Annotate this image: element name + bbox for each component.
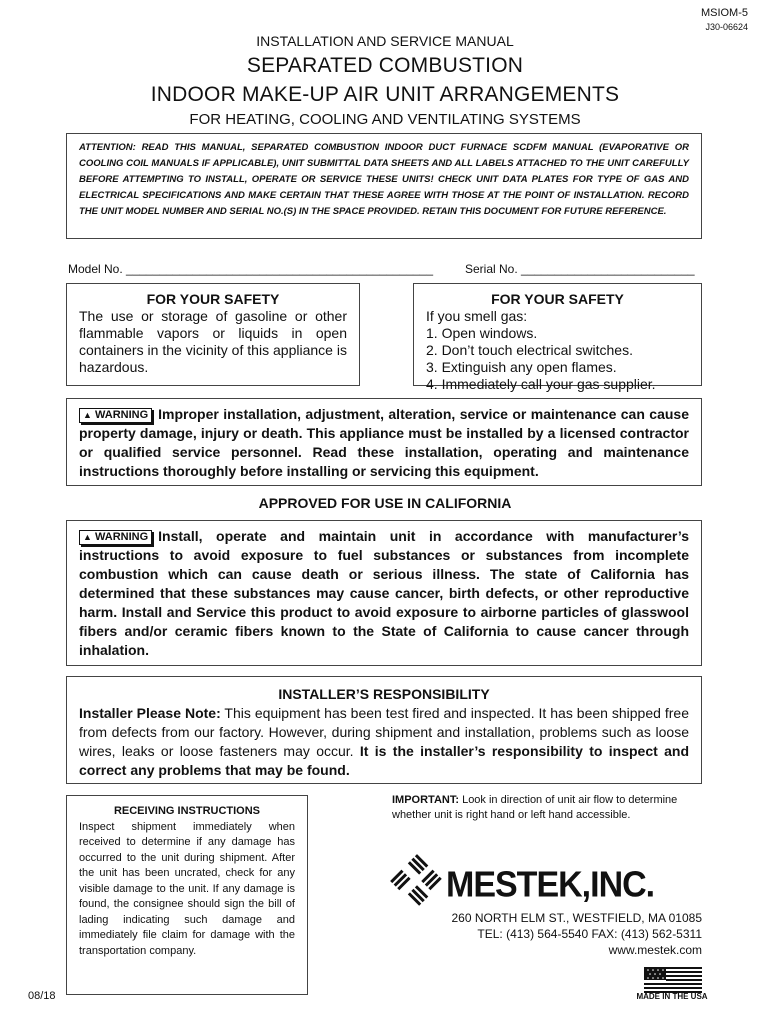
company-address: 260 NORTH ELM ST., WESTFIELD, MA 01085	[451, 911, 702, 925]
installer-responsibility-box	[66, 676, 702, 784]
installer-emphasis: It is the installer’s responsibility to inspect and correct any problems that may be found.	[79, 743, 689, 778]
revision-date: 08/18	[28, 990, 56, 1002]
manual-type: INSTALLATION AND SERVICE MANUAL	[256, 33, 514, 49]
warning-triangle-icon: ▲	[83, 410, 92, 420]
warning-text: Install, operate and maintain unit in accordance with manufacturer’s instructions to avoid exposure to fuel substances or substances from incomplete combustion which can cause death or serious illness. The state of California has determined that these substances may cause cancer, birth defects, or other reproductive harm. Install and Service this product to avoid exposure to airborne particles of glasswool fibers and/or ceramic fibers known to the State of California to cause cancer through inhalation.	[79, 528, 689, 658]
important-text: Look in direction of unit air flow to determine whether unit is right hand or left hand accessible.	[392, 794, 678, 821]
warning-box-installation	[66, 398, 702, 486]
safety-text: The use or storage of gasoline or other flammable vapors or liquids in open containers in the vicinity of this appliance is hazardous.	[79, 308, 347, 375]
page-title-line1: SEPARATED COMBUSTION	[246, 54, 524, 77]
safety-box-gas	[413, 283, 702, 392]
company-address-block	[451, 910, 702, 958]
safety-step: 4. Immediately call your gas supplier.	[426, 376, 656, 392]
made-in-usa: MADE IN THE USA	[636, 992, 708, 1001]
important-note	[392, 793, 704, 823]
warning-label: WARNING	[94, 409, 149, 421]
mestek-logo-icon	[388, 852, 446, 910]
installer-body: This equipment has been test fired and inspected. It has been shipped free from defects from our factory. However, during shipment and installation, problems such as loose wires, leaks or loose fasteners may occur.	[79, 705, 689, 759]
safety-heading: FOR YOUR SAFETY	[146, 291, 280, 307]
warning-text: Improper installation, adjustment, alteration, service or maintenance can cause property damage, injury or death. This appliance must be installed by a licensed contractor or qualified service personnel. Read these installation, operating and maintenance instructions thoroughly before installing or servicing this equipment.	[79, 406, 689, 479]
safety-step: 1. Open windows.	[426, 325, 538, 341]
serial-number-field: Serial No. __________________________	[465, 262, 695, 276]
important-lead: IMPORTANT:	[392, 794, 460, 806]
doc-code: MSIOM-5	[700, 7, 748, 19]
doc-number: J30-06624	[705, 22, 748, 32]
us-flag-icon	[644, 967, 702, 993]
receiving-instructions-box	[66, 795, 308, 995]
attention-box: ATTENTION: READ THIS MANUAL, SEPARATED COMBUSTION INDOOR DUCT FURNACE SCDFM MANUAL (EVAPORATIVE OR COOLING COIL MANUALS IF APPLICABLE), UNIT SUBMITTAL DATA SHEETS AND ALL LABELS ATTACHED TO THE UNIT CAREFULLY BEFORE ATTEMPTING TO INSTALL, OPERATE OR SERVICE THESE UNITS! CHECK UNIT DATA PLATES FOR TYPE OF GAS AND ELECTRICAL SPECIFICATIONS AND MAKE CERTAIN THAT THESE AGREE WITH THOSE AT THE POINT OF INSTALLATION. RECORD THE UNIT MODEL NUMBER AND SERIAL NO.(S) IN THE SPACE PROVIDED. RETAIN THIS DOCUMENT FOR FUTURE REFERENCE.	[66, 133, 702, 239]
warning-badge	[79, 530, 152, 545]
warning-box-california	[66, 520, 702, 666]
warning-label: WARNING	[94, 531, 149, 543]
safety-heading: FOR YOUR SAFETY	[491, 291, 624, 307]
company-wordmark: MESTEK,INC.	[446, 865, 655, 905]
warning-triangle-icon: ▲	[83, 532, 92, 542]
safety-intro: If you smell gas:	[426, 308, 528, 324]
company-phone: TEL: (413) 564-5540 FAX: (413) 562-5311	[477, 927, 702, 941]
page-title-line2: INDOOR MAKE-UP AIR UNIT ARRANGEMENTS	[150, 83, 620, 106]
warning-badge	[79, 408, 152, 423]
page-subtitle: FOR HEATING, COOLING AND VENTILATING SYSTEMS	[189, 111, 581, 128]
receiving-text: Inspect shipment immediately when received to determine if any damage has occurred to the unit during shipment. After the unit has been uncrated, check for any visible damage to the unit. If any damage is found, the consignee should sign the bill of lading indicating such damage and immediately file claim for damage with the transportation company.	[79, 820, 295, 957]
model-number-field: Model No. ______________________________________________	[68, 262, 434, 276]
california-approval: APPROVED FOR USE IN CALIFORNIA	[258, 495, 512, 511]
installer-heading: INSTALLER’S RESPONSIBILITY	[278, 686, 490, 702]
document-id	[701, 6, 748, 34]
safety-box-storage	[66, 283, 360, 386]
safety-step: 3. Extinguish any open flames.	[426, 359, 617, 375]
receiving-heading: RECEIVING INSTRUCTIONS	[113, 805, 261, 817]
company-website: www.mestek.com	[608, 943, 702, 957]
installer-lead: Installer Please Note:	[79, 705, 221, 721]
installer-text	[79, 704, 689, 780]
safety-step: 2. Don’t touch electrical switches.	[426, 342, 633, 358]
unit-fields	[68, 262, 698, 276]
